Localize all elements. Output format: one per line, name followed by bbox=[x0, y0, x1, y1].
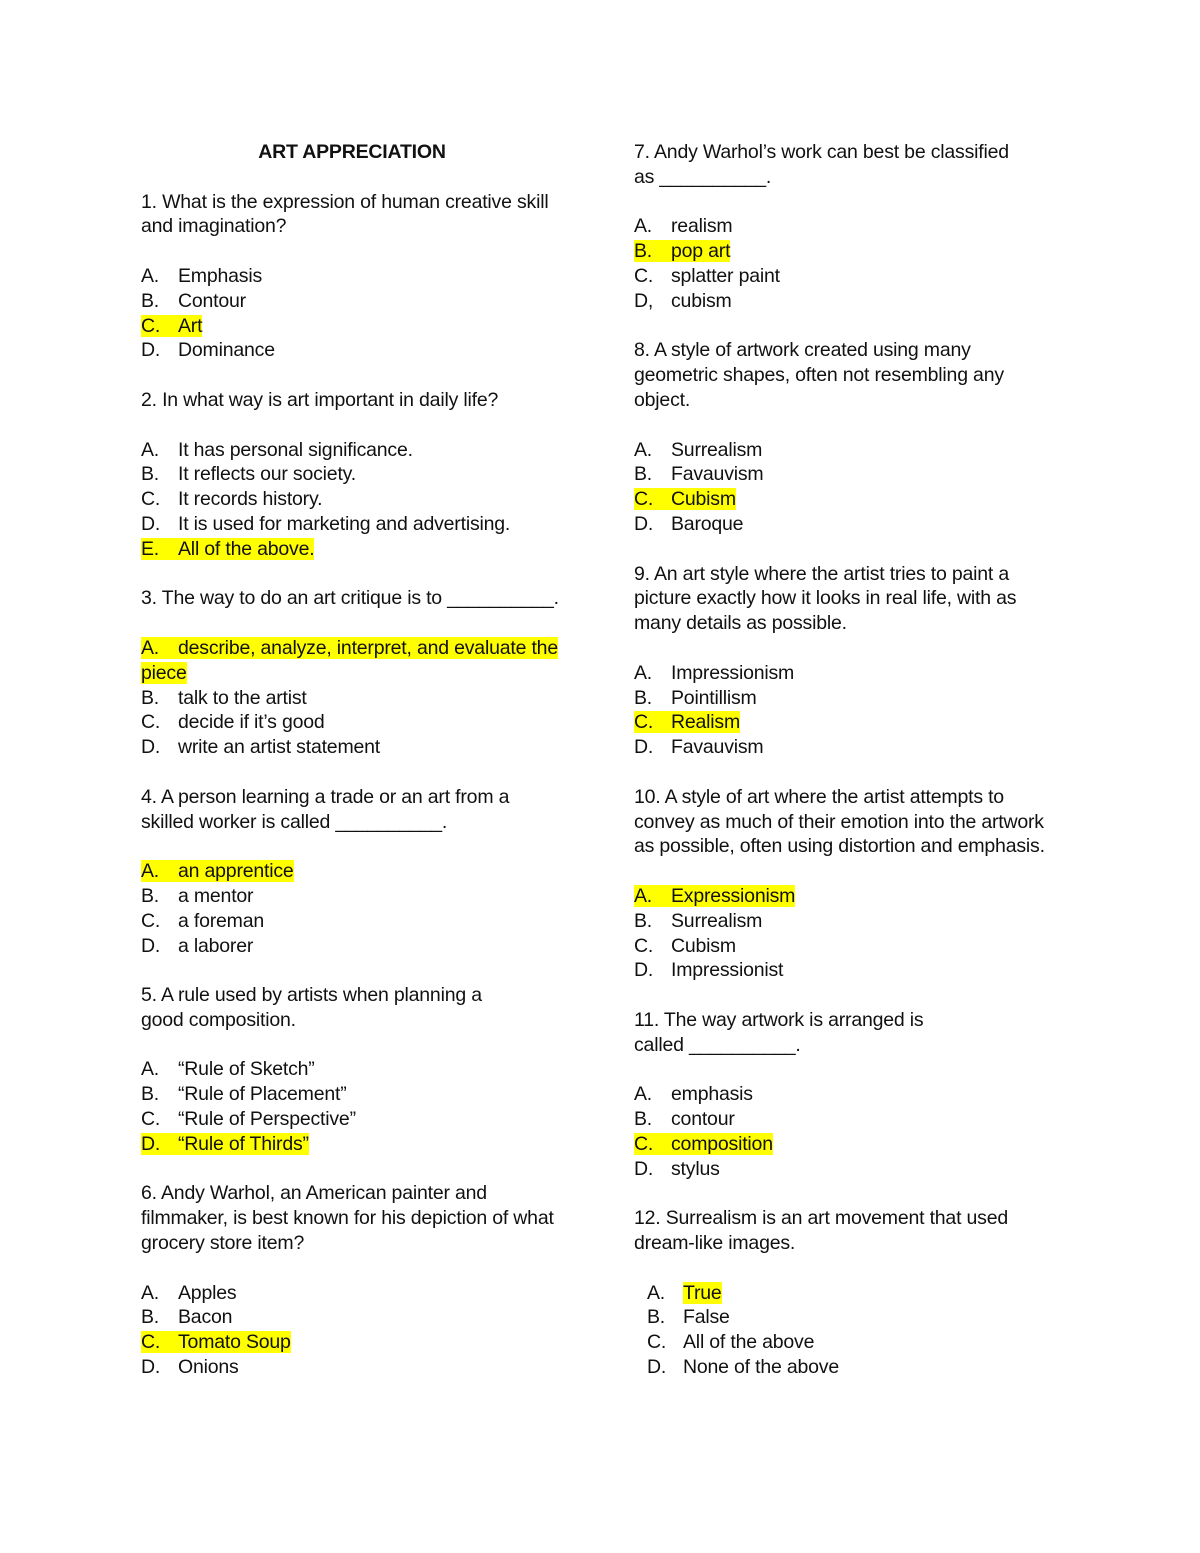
option-list bbox=[141, 859, 571, 958]
option-a: A. Impressionism bbox=[634, 661, 795, 684]
option-a: A. emphasis bbox=[634, 1083, 753, 1106]
option-b-correct: B. pop art bbox=[634, 240, 731, 263]
option-list bbox=[141, 264, 571, 363]
option-d: D. a laborer bbox=[141, 934, 254, 957]
question-12 bbox=[634, 1206, 1074, 1380]
option-a: A. It has personal significance. bbox=[141, 438, 413, 461]
option-list bbox=[634, 884, 1074, 983]
question-6 bbox=[141, 1181, 571, 1379]
question-stem: 9. An art style where the artist tries to paint a picture exactly how it looks in real life, with as many details as possible. bbox=[634, 562, 1017, 635]
question-11 bbox=[634, 1008, 1074, 1182]
option-list bbox=[141, 1057, 571, 1156]
option-d: D. Onions bbox=[141, 1356, 239, 1379]
option-b: B. Pointillism bbox=[634, 686, 757, 709]
option-a: A. “Rule of Sketch” bbox=[141, 1058, 315, 1081]
option-a: A. Emphasis bbox=[141, 264, 263, 287]
question-8 bbox=[634, 338, 1074, 536]
option-c-correct: C. Tomato Soup bbox=[141, 1331, 291, 1354]
option-b: B. Bacon bbox=[141, 1306, 233, 1329]
question-stem: 3. The way to do an art critique is to __________. bbox=[141, 587, 559, 610]
question-stem: 2. In what way is art important in daily life? bbox=[141, 388, 499, 411]
option-a-correct: A. Expressionism bbox=[634, 884, 796, 907]
option-b: B. contour bbox=[634, 1108, 735, 1131]
question-stem: 6. Andy Warhol, an American painter and filmmaker, is best known for his depiction of what grocery store item? bbox=[141, 1182, 554, 1255]
option-a: A. Apples bbox=[141, 1281, 237, 1304]
question-stem: 10. A style of art where the artist attempts to convey as much of their emotion into the artwork as possible, often using distortion and emphasis. bbox=[634, 785, 1045, 858]
option-a: A. realism bbox=[634, 215, 733, 238]
option-d: D. None of the above bbox=[647, 1356, 839, 1379]
option-d: D. stylus bbox=[634, 1157, 720, 1180]
option-d: D. write an artist statement bbox=[141, 736, 380, 759]
option-c-correct: C. composition bbox=[634, 1132, 773, 1155]
page-title: ART APPRECIATION bbox=[258, 141, 446, 163]
option-list bbox=[634, 214, 1074, 313]
option-c-correct: C. Realism bbox=[634, 711, 741, 734]
option-d: D. It is used for marketing and advertising. bbox=[141, 512, 511, 535]
option-c: C. “Rule of Perspective” bbox=[141, 1108, 356, 1131]
question-3 bbox=[141, 586, 571, 760]
question-stem: 12. Surrealism is an art movement that used dream-like images. bbox=[634, 1207, 1008, 1255]
option-d: D, cubism bbox=[634, 289, 732, 312]
option-b: B. Contour bbox=[141, 289, 246, 312]
right-column bbox=[634, 140, 1074, 1405]
option-d-correct: D. “Rule of Thirds” bbox=[141, 1132, 309, 1155]
option-list bbox=[634, 661, 1074, 760]
question-stem: 4. A person learning a trade or an art from a skilled worker is called __________. bbox=[141, 785, 510, 833]
option-d: D. Favauvism bbox=[634, 736, 764, 759]
option-a: A. Surrealism bbox=[634, 438, 763, 461]
option-a-correct: A. describe, analyze, interpret, and evaluate the piece bbox=[141, 636, 558, 684]
option-c: C. Cubism bbox=[634, 934, 736, 957]
option-a-correct: A. an apprentice bbox=[141, 860, 294, 883]
left-column bbox=[141, 140, 571, 1405]
option-list bbox=[141, 636, 571, 760]
option-a-correct: A. True bbox=[647, 1281, 722, 1304]
option-d: D. Impressionist bbox=[634, 959, 784, 982]
option-b: B. Favauvism bbox=[634, 463, 764, 486]
question-stem: 7. Andy Warhol’s work can best be classified as __________. bbox=[634, 141, 1009, 188]
question-4 bbox=[141, 785, 571, 959]
option-c: C. decide if it’s good bbox=[141, 711, 325, 734]
option-c-correct: C. Cubism bbox=[634, 488, 736, 511]
option-c: C. It records history. bbox=[141, 488, 323, 511]
question-2 bbox=[141, 388, 571, 562]
question-10 bbox=[634, 785, 1074, 983]
option-b: B. Surrealism bbox=[634, 909, 763, 932]
option-b: B. talk to the artist bbox=[141, 686, 307, 709]
option-d: D. Dominance bbox=[141, 339, 275, 362]
option-c-correct: C. Art bbox=[141, 314, 203, 337]
question-stem: 1. What is the expression of human creative skill and imagination? bbox=[141, 190, 549, 238]
option-c: C. All of the above bbox=[647, 1331, 815, 1354]
option-b: B. a mentor bbox=[141, 884, 254, 907]
option-list bbox=[141, 1281, 571, 1380]
question-1 bbox=[141, 190, 571, 364]
question-7 bbox=[634, 140, 1074, 314]
option-c: C. splatter paint bbox=[634, 264, 780, 287]
question-stem: 11. The way artwork is arranged is called __________. bbox=[634, 1008, 924, 1056]
option-list bbox=[141, 438, 571, 562]
option-c: C. a foreman bbox=[141, 909, 264, 932]
question-5 bbox=[141, 983, 571, 1157]
option-list bbox=[634, 1082, 1074, 1181]
question-stem: 8. A style of artwork created using many geometric shapes, often not resembling any object. bbox=[634, 339, 1004, 411]
option-b: B. False bbox=[647, 1306, 730, 1329]
option-b: B. It reflects our society. bbox=[141, 463, 356, 486]
option-d: D. Baroque bbox=[634, 512, 744, 535]
question-9 bbox=[634, 562, 1074, 760]
option-list bbox=[634, 438, 1074, 537]
question-stem: 5. A rule used by artists when planning a good composition. bbox=[141, 984, 482, 1031]
option-e-correct: E. All of the above. bbox=[141, 537, 315, 560]
option-b: B. “Rule of Placement” bbox=[141, 1083, 347, 1106]
option-list bbox=[634, 1281, 1074, 1380]
